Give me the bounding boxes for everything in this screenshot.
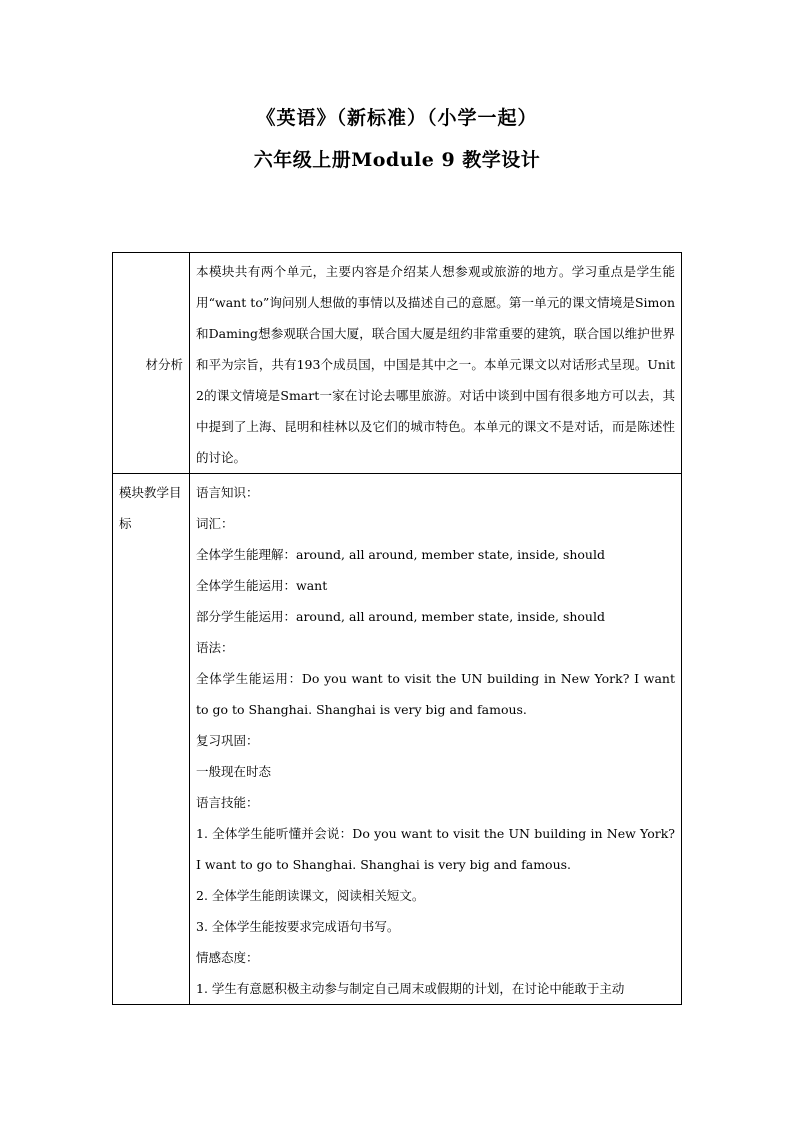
document-subtitle: 六年级上册Module 9 教学设计 xyxy=(253,149,541,171)
goal-line: 全体学生能运用：Do you want to visit the UN building in New York? I want to go to Shanghai. Shanghai is very big and famous. xyxy=(196,671,675,717)
goal-line: 3. 全体学生能按要求完成语句书写。 xyxy=(196,919,400,934)
goal-line: 一般现在时态 xyxy=(196,764,272,779)
goal-line: 全体学生能理解：around, all around, member state, inside, should xyxy=(196,547,605,562)
goal-line: 复习巩固： xyxy=(196,733,259,748)
goal-line: 2. 全体学生能朗读课文，阅读相关短文。 xyxy=(196,888,425,903)
row-label-material-analysis: 材分析 xyxy=(113,253,190,474)
goal-line: 1. 学生有意愿积极主动参与制定自己周末或假期的计划，在讨论中能敢于主动 xyxy=(196,981,625,996)
goal-line: 语言技能： xyxy=(196,795,259,810)
goal-line: 语法： xyxy=(196,640,234,655)
lesson-plan-table xyxy=(112,252,682,1005)
goal-line: 情感态度： xyxy=(196,950,259,965)
row-label-module-goals: 模块教学目标 xyxy=(113,474,190,1005)
document-title: 《英语》（新标准）（小学一起） xyxy=(256,107,538,129)
goal-line: 部分学生能运用：around, all around, member state, inside, should xyxy=(196,609,605,624)
goal-line: 全体学生能运用：want xyxy=(196,578,328,593)
goal-line: 词汇： xyxy=(196,516,234,531)
material-analysis-text: 本模块共有两个单元，主要内容是介绍某人想参观或旅游的地方。学习重点是学生能用“want to”询问别人想做的事情以及描述自己的意愿。第一单元的课文情境是Simon和Daming想参观联合国大厦，联合国大厦是纽约非常重要的建筑，联合国以维护世界和平为宗旨，共有193个成员国，中国是其中之一。本单元课文以对话形式呈现。Unit 2的课文情境是Smart一家在讨论去哪里旅游。对话中谈到中国有很多地方可以去，其中提到了上海、昆明和桂林以及它们的城市特色。本单元的课文不是对话，而是陈述性的讨论。 xyxy=(190,253,682,474)
module-goals-content xyxy=(190,474,682,1005)
goal-line: 语言知识： xyxy=(196,485,259,500)
goal-line: 1. 全体学生能听懂并会说：Do you want to visit the UN building in New York? I want to go to Shanghai. Shanghai is very big and famous. xyxy=(196,826,675,872)
table-row-module-goals xyxy=(113,474,682,1005)
table-row-material-analysis xyxy=(113,253,682,474)
